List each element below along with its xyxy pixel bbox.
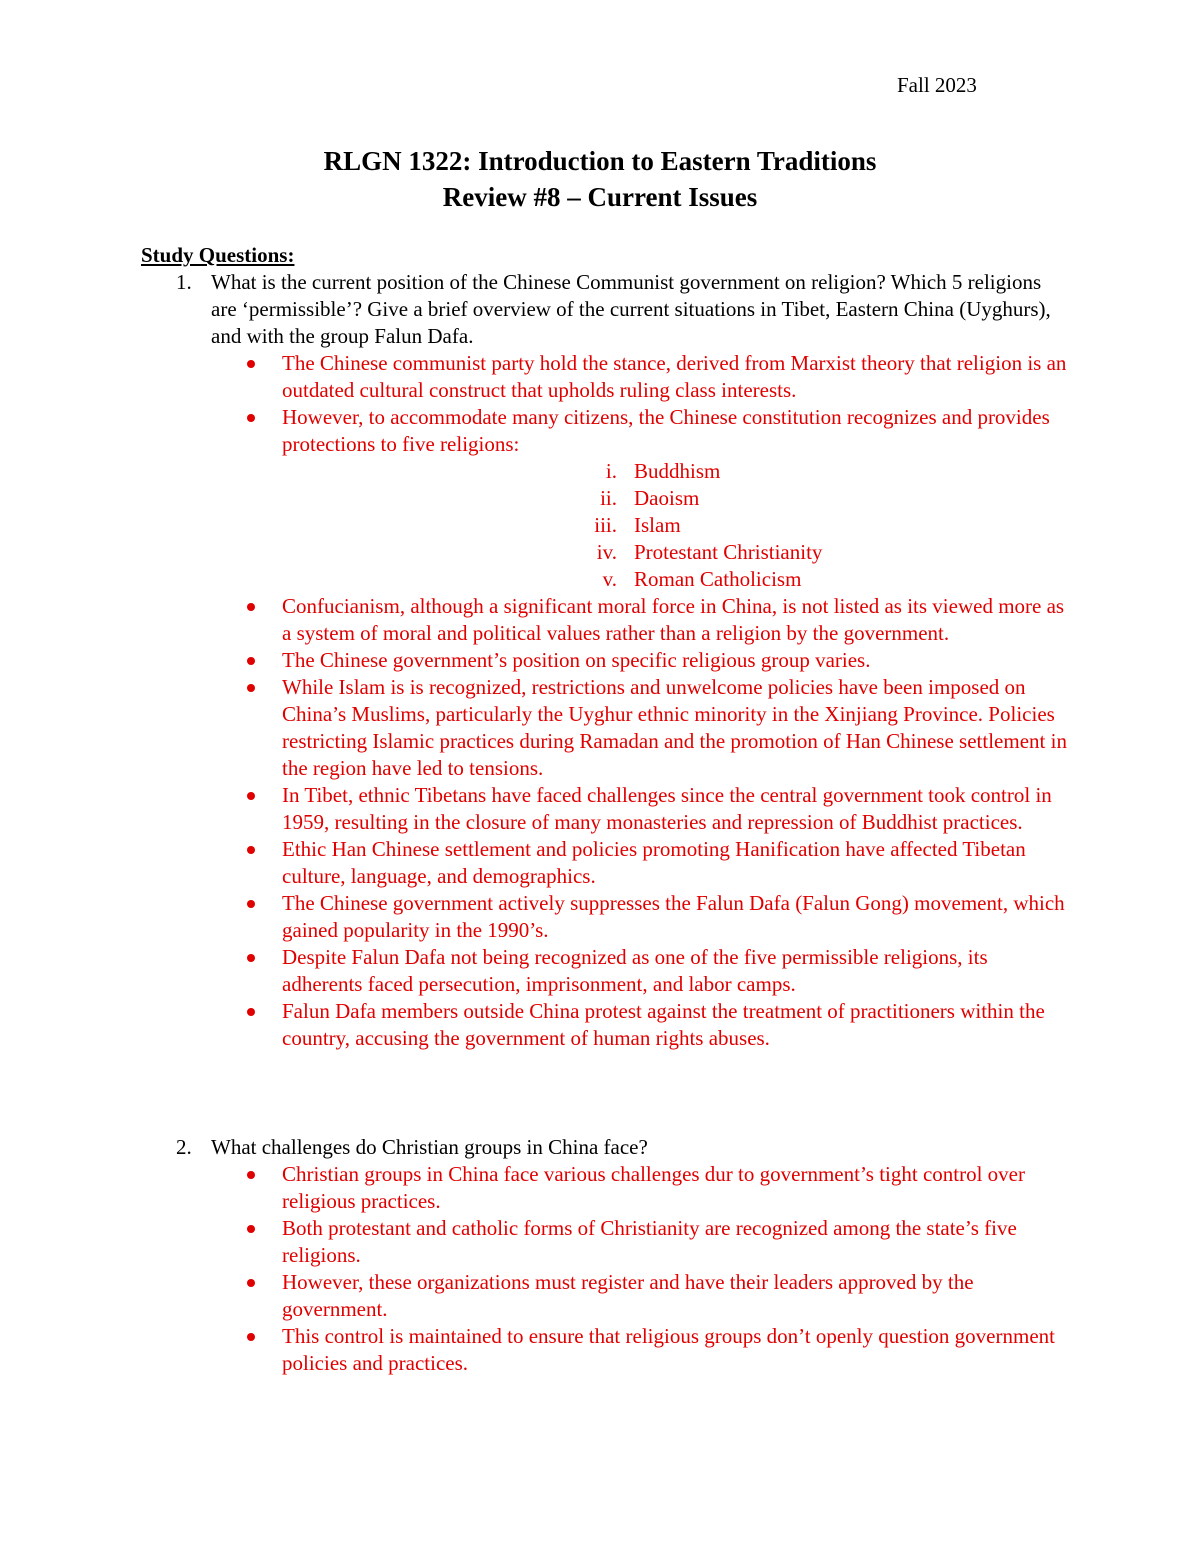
answer-item	[0, 944, 1072, 998]
roman-numeral: iv.	[596, 540, 617, 564]
religion-item	[282, 539, 1072, 566]
bullet-icon	[247, 792, 255, 800]
religion-name: Roman Catholicism	[634, 567, 802, 591]
document-title	[0, 143, 1200, 215]
question-number: 2.	[176, 1135, 192, 1159]
answer-text: While Islam is is recognized, restrictions and unwelcome policies have been imposed on China’s Muslims, particularly the Uyghur ethnic minority in the Xinjiang Province. Policies restricting Islamic practices during Ramadan and the promotion of Han Chinese settlement in the region have led to tensions.	[282, 675, 1067, 780]
question-prompt	[0, 1134, 1200, 1161]
bullet-icon	[247, 414, 255, 422]
religion-name: Buddhism	[634, 459, 721, 483]
answer-item	[0, 836, 1072, 890]
bullet-icon	[247, 1225, 255, 1233]
bullet-icon	[247, 657, 255, 665]
religion-name: Daoism	[634, 486, 700, 510]
answer-item	[0, 647, 1072, 674]
roman-numeral: ii.	[600, 486, 617, 510]
answer-text: Christian groups in China face various challenges dur to government’s tight control over religious practices.	[282, 1162, 1025, 1213]
bullet-icon	[247, 1279, 255, 1287]
bullet-icon	[247, 900, 255, 908]
answer-item	[0, 1161, 1072, 1215]
religion-item	[282, 512, 1072, 539]
religion-item	[282, 566, 1072, 593]
bullet-icon	[247, 684, 255, 692]
answer-text: Ethic Han Chinese settlement and policies promoting Hanification have affected Tibetan culture, language, and demographics.	[282, 837, 1026, 888]
answer-item	[0, 404, 1072, 593]
answer-text: The Chinese government actively suppresses the Falun Dafa (Falun Gong) movement, which gained popularity in the 1990’s.	[282, 891, 1065, 942]
bullet-icon	[247, 1333, 255, 1341]
answer-item	[0, 350, 1072, 404]
roman-numeral: iii.	[594, 513, 617, 537]
answer-text: Confucianism, although a significant moral force in China, is not listed as its viewed more as a system of moral and political values rather than a religion by the government.	[282, 594, 1065, 645]
semester-label: Fall 2023	[897, 73, 977, 97]
study-questions-heading: Study Questions:	[141, 243, 295, 267]
answer-item	[0, 1269, 1072, 1323]
question-2	[0, 1134, 1200, 1377]
answer-text: However, these organizations must register and have their leaders approved by the government.	[282, 1270, 974, 1321]
religion-name: Protestant Christianity	[634, 540, 823, 564]
course-title: RLGN 1322: Introduction to Eastern Traditions	[323, 146, 877, 176]
roman-numeral: i.	[605, 459, 617, 483]
answer-text: Both protestant and catholic forms of Christianity are recognized among the state’s five religions.	[282, 1216, 1017, 1267]
answer-text: Falun Dafa members outside China protest against the treatment of practitioners within the country, accusing the government of human rights abuses.	[282, 999, 1045, 1050]
answer-text: The Chinese government’s position on specific religious group varies.	[282, 648, 871, 672]
answer-item	[0, 674, 1072, 782]
question-prompt	[0, 269, 1200, 350]
answer-text: However, to accommodate many citizens, the Chinese constitution recognizes and provides protections to five religions:	[282, 405, 1050, 456]
religion-list	[282, 458, 1072, 593]
review-title: Review #8 – Current Issues	[442, 182, 758, 212]
answer-list	[0, 350, 1200, 1052]
roman-numeral: v.	[602, 567, 617, 591]
bullet-icon	[247, 1171, 255, 1179]
answer-item	[0, 998, 1072, 1052]
religion-name: Islam	[634, 513, 681, 537]
answer-item	[0, 890, 1072, 944]
bullet-icon	[247, 846, 255, 854]
question-1	[0, 269, 1200, 1052]
religion-item	[282, 458, 1072, 485]
answer-text: Despite Falun Dafa not being recognized as one of the five permissible religions, its adherents faced persecution, imprisonment, and labor camps.	[282, 945, 988, 996]
answer-item	[0, 782, 1072, 836]
question-text: What challenges do Christian groups in China face?	[211, 1135, 648, 1159]
question-number: 1.	[176, 270, 192, 294]
answer-item	[0, 593, 1072, 647]
answer-text: The Chinese communist party hold the stance, derived from Marxist theory that religion is an outdated cultural construct that upholds ruling class interests.	[282, 351, 1067, 402]
answer-text: In Tibet, ethnic Tibetans have faced challenges since the central government took control in 1959, resulting in the closure of many monasteries and repression of Buddhist practices.	[282, 783, 1052, 834]
bullet-icon	[247, 360, 255, 368]
religion-item	[282, 485, 1072, 512]
bullet-icon	[247, 603, 255, 611]
answer-item	[0, 1215, 1072, 1269]
bullet-icon	[247, 954, 255, 962]
answer-item	[0, 1323, 1072, 1377]
answer-text: This control is maintained to ensure that religious groups don’t openly question government policies and practices.	[282, 1324, 1055, 1375]
bullet-icon	[247, 1008, 255, 1016]
answer-list	[0, 1161, 1200, 1377]
question-text: What is the current position of the Chinese Communist government on religion? Which 5 religions are ‘permissible’? Give a brief overview of the current situations in Tibet, Eastern China (Uyghurs), and with the group Falun Dafa.	[211, 270, 1051, 348]
